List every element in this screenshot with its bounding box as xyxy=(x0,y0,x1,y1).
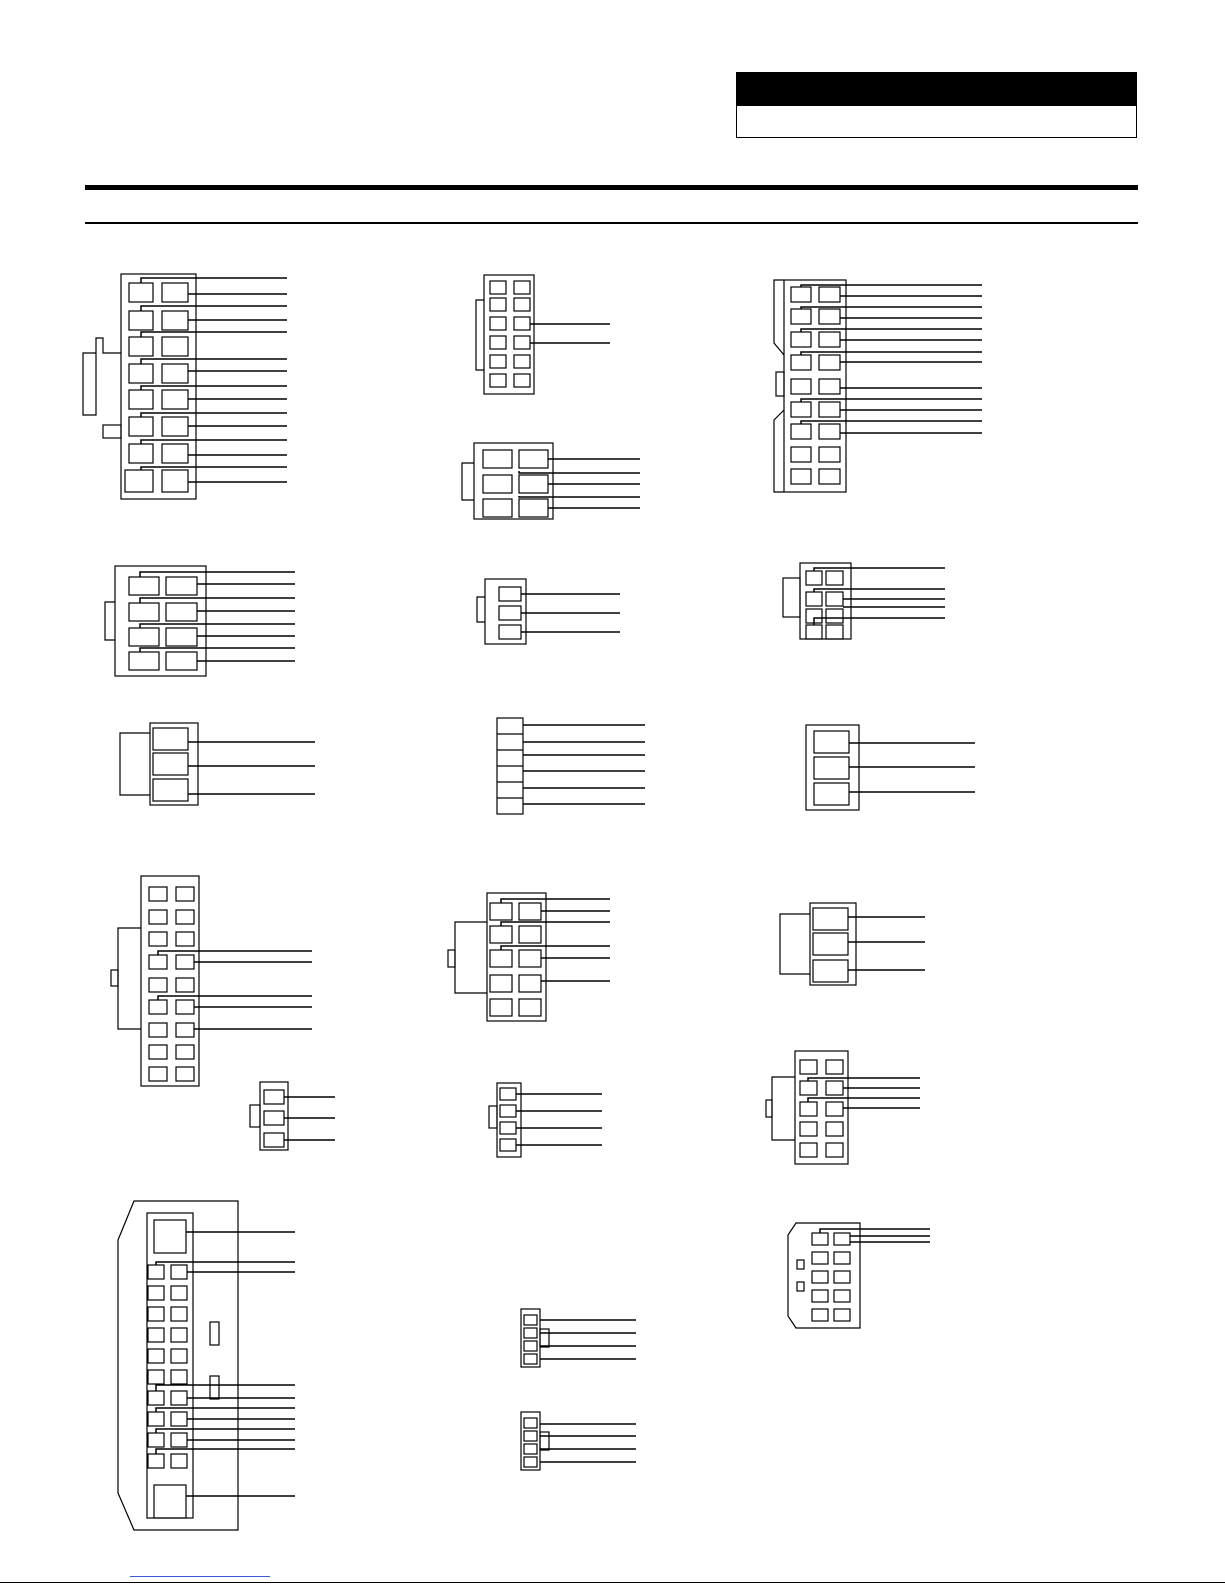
connector-4-pin-tab-lower xyxy=(521,1412,636,1470)
footer-rule xyxy=(0,1582,1225,1583)
connector-12-pin-mid xyxy=(448,893,610,1021)
connector-20-pin-tall xyxy=(111,876,312,1086)
connector-3-pin-latch-left xyxy=(120,723,315,805)
connector-3-pin-latch-right xyxy=(780,903,925,985)
connector-6-pin-wide xyxy=(462,443,640,519)
connector-12-pin-narrow xyxy=(476,275,610,394)
connector-8-pin-left xyxy=(105,566,295,676)
connector-diagnostic xyxy=(118,1201,295,1530)
footer-link-underline[interactable] xyxy=(130,1576,270,1577)
connector-12-pin-lower-right xyxy=(766,1051,920,1164)
connector-3-pin-mini xyxy=(250,1082,335,1150)
connector-10-pin-chamfered xyxy=(788,1223,930,1328)
connector-3-pin-small xyxy=(477,579,620,644)
connector-4-pin-vertical xyxy=(489,1083,602,1157)
connector-18-pin-right xyxy=(774,280,982,492)
connector-6-pin-strip xyxy=(497,718,645,814)
connector-16-pin-large xyxy=(83,274,287,499)
connector-8-pin-small-right xyxy=(783,563,945,639)
connector-3-pin-boxed xyxy=(806,725,975,810)
connector-4-pin-tab-upper xyxy=(521,1309,636,1367)
